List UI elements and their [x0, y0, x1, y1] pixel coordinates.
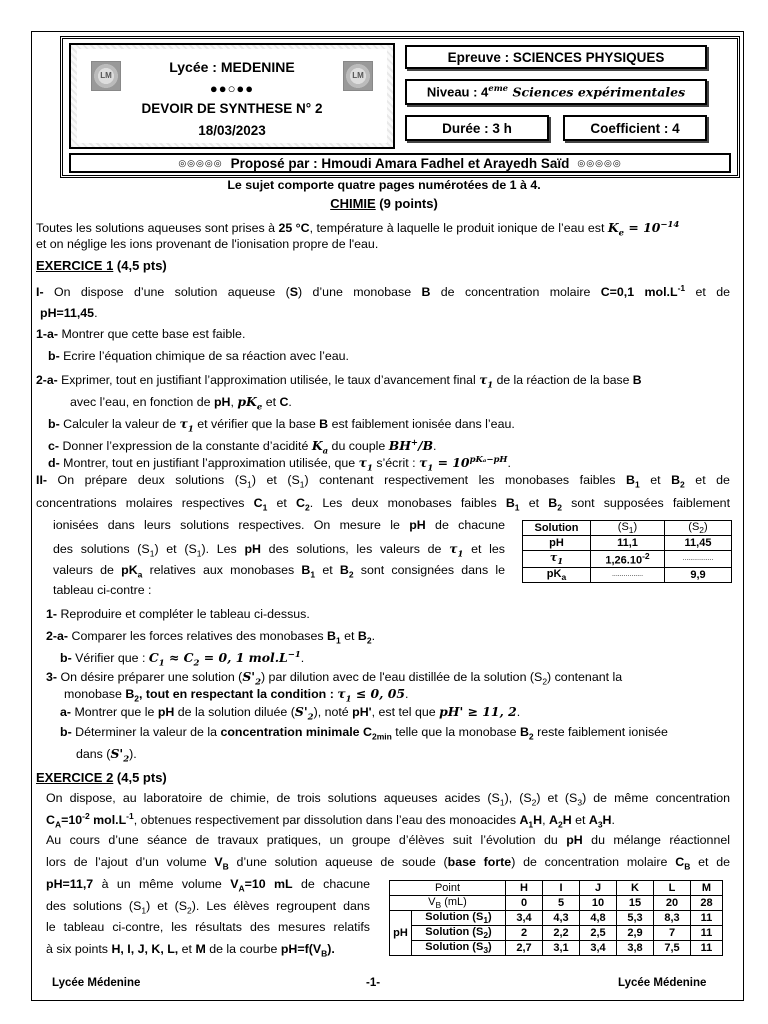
table-cell: Solution $(S_3)$ [412, 941, 506, 956]
table-row [390, 910, 723, 925]
ex2-table [389, 880, 723, 956]
table-cell: L [654, 881, 691, 896]
chemistry-heading: CHIMIE (9 points) [330, 196, 438, 211]
table-cell: 11 [691, 910, 723, 925]
ex1-q2b: b- Calculer la valeur de $\tau_1$ et vérifier que la base B est faiblement ionisée dans l’eau. [48, 416, 515, 435]
ex1-q1b: b- Ecrire l’équation chimique de sa réaction avec l’eau. [48, 349, 349, 363]
table-cell: 2,2 [543, 925, 580, 940]
school-panel [69, 43, 395, 149]
table-cell: $pK_a$ [523, 567, 591, 582]
subject-box [405, 45, 707, 69]
footer-right: Lycée Médenine [618, 977, 707, 989]
exam-title: DEVOIR DE SYNTHESE N° 2 [141, 101, 323, 116]
table-cell: pH [390, 910, 412, 956]
exercise-2-heading: EXERCICE 2 (4,5 pts) [36, 770, 167, 785]
table-cell: 11 [691, 941, 723, 956]
table-cell: 11,1 [591, 536, 665, 551]
table-cell: 3,4 [506, 910, 543, 925]
table-cell: 9,9 [665, 567, 732, 582]
table-cell: 28 [691, 895, 723, 910]
table-cell: K [617, 881, 654, 896]
table-cell: 8,3 [654, 910, 691, 925]
table-cell: $V_B$ (mL) [390, 895, 506, 910]
ex2-line-3: Au cours d’une séance de travaux pratiques, un groupe d’élèves suit l’évolution du pH du mélange réactionnel [46, 833, 730, 847]
table-cell: 4,3 [543, 910, 580, 925]
table-cell: J [580, 881, 617, 896]
ex1-p3b-line-1: b- Déterminer la valeur de la concentration minimale $C_{2min}$ telle que la monobase $B_2$ reste faiblement ionisée [60, 725, 668, 742]
table-cell: M [691, 881, 723, 896]
ex1-part-II-line-4: des solutions $(S_1)$ et $(S_1)$. Les pH des solutions, les valeurs de $\tau_1$ et les [53, 541, 506, 560]
table-cell: 0 [506, 895, 543, 910]
ex1-part-II-line-5: valeurs de $pK_a$ relatives aux monobases $B_1$ et $B_2$ sont consignées dans le [53, 563, 505, 580]
logo-text: LM [100, 71, 112, 80]
table-cell: 15 [617, 895, 654, 910]
ex1-p3b-line-2: dans $(S'_2)$. [76, 746, 137, 765]
ex1-q2d: d- Montrer, tout en justifiant l’approximation utilisée, que $\tau_1$ s’écrit : $\tau_1 = 10^{pK_a-pH}$. [48, 455, 511, 474]
header-frame [60, 36, 740, 178]
table-cell: 3,8 [617, 941, 654, 956]
table-cell: 3,1 [543, 941, 580, 956]
duration-text: Durée : 3 h [442, 120, 512, 136]
table-row [523, 567, 732, 582]
table-cell: $\tau_1$ [523, 550, 591, 567]
ex1-p3-line-2: monobase $B_2$, tout en respectant la condition : $\tau_1 \le 0$, 05. [64, 686, 409, 705]
ex2-line-8: à six points H, I, J, K, L, et M de la courbe $pH=f(V_B)$. [46, 942, 335, 959]
subject-text: Epreuve : SCIENCES PHYSIQUES [447, 49, 665, 65]
ex1-p1: 1- Reproduire et compléter le tableau ci-dessus. [46, 607, 310, 621]
level-text: Niveau : 4eme Sciences expérimentales [426, 84, 686, 100]
general-line-1: Toutes les solutions aqueuses sont prises à 25 °C, température à laquelle le produit ionique de l’eau est $K_e = 10^{-14}$ [36, 220, 680, 239]
table-cell: Solution $(S_1)$ [412, 910, 506, 925]
coefficient-text: Coefficient : 4 [590, 120, 680, 136]
ex1-p3a: a- Montrer que le pH de la solution diluée $(S'_2)$, noté pH', est tel que pH' ≥ 11, 2. [60, 704, 521, 723]
ex1-table [522, 520, 732, 583]
table-cell: Solution $(S_2)$ [412, 925, 506, 940]
logo-text: LM [352, 71, 364, 80]
table-cell: 20 [654, 895, 691, 910]
table-cell: Solution [523, 521, 591, 536]
table-cell: 2 [506, 925, 543, 940]
duration-box [405, 115, 549, 141]
table-row [390, 881, 723, 896]
table-cell: 4,8 [580, 910, 617, 925]
table-row [523, 536, 732, 551]
table-cell: ................ [591, 567, 665, 582]
ex2-line-2: $C_A=10^{-2}$ $mol.L^{-1}$, obtenues respectivement par dissolution dans l’eau des monoacides $A_1H$, $A_2H$ et $A_3H$. [46, 811, 615, 830]
ex1-p2b: b- Vérifier que : $C_1 \approx C_2 = 0$, 1 $mol.L^{-1}$. [60, 650, 305, 669]
ex1-part-II-line-6: tableau ci-contre : [53, 583, 152, 597]
table-cell: 7,5 [654, 941, 691, 956]
table-row [523, 521, 732, 536]
coefficient-box [563, 115, 707, 141]
table-cell: 2,7 [506, 941, 543, 956]
ex1-q2a-line-2: avec l’eau, en fonction de pH, $pK_e$ et C. [70, 394, 292, 413]
ex1-q2c: c- Donner l’expression de la constante d’acidité $K_a$ du couple BH+/B. [48, 438, 437, 457]
table-cell: $(S_1)$ [591, 521, 665, 536]
table-cell: 7 [654, 925, 691, 940]
ex2-line-6: des solutions $(S_1)$ et $(S_2)$. Les élèves regroupent dans [46, 899, 370, 916]
table-cell: 11,45 [665, 536, 732, 551]
table-row [523, 550, 732, 567]
ex1-part-II-line-3: ionisées dans leurs solutions respectives. On mesure le pH de chacune [53, 518, 505, 532]
ex1-q1a: 1-a- Montrer que cette base est faible. [36, 327, 246, 341]
ex2-line-4: lors de l’ajout d’un volume $V_B$ d’une solution aqueuse de soude (base forte) de concentration molaire $C_B$ et de [46, 855, 730, 872]
table-cell: I [543, 881, 580, 896]
ex1-q2a-line-1: 2-a- Exprimer, tout en justifiant l’approximation utilisée, le taux d’avancement final $\tau_1$ de la réaction de la base B [36, 373, 642, 391]
table-cell: 11 [691, 925, 723, 940]
ex1-p3-line-1: 3- On désire préparer une solution $(S'_2)$ par dilution avec de l'eau distillée de la solution $(S_2)$ contenant la [46, 669, 623, 688]
table-row [390, 895, 723, 910]
table-cell: $1,26.10^{-2}$ [591, 550, 665, 567]
general-line-2: et on néglige les ions provenant de l'ionisation propre de l'eau. [36, 237, 379, 251]
ex1-p2a: 2-a- Comparer les forces relatives des monobases $B_1$ et $B_2$. [46, 629, 376, 646]
pages-note: Le sujet comporte quatre pages numérotées de 1 à 4. [227, 178, 541, 192]
level-box [405, 79, 707, 105]
table-cell: Point [390, 881, 506, 896]
table-row [390, 941, 723, 956]
decorative-glyphs: ◎◎◎◎◎ [178, 157, 223, 168]
table-cell: 5,3 [617, 910, 654, 925]
table-cell: pH [523, 536, 591, 551]
ex2-line-5: pH=11,7 à un même volume $V_A=10$ mL de chacune [46, 877, 371, 894]
decorative-dots: ●●○●● [209, 81, 255, 96]
table-cell: ................ [665, 550, 732, 567]
table-cell: $(S_2)$ [665, 521, 732, 536]
footer-left: Lycée Médenine [52, 977, 141, 989]
ex1-part-II-line-2: concentrations molaires respectives $C_1$ et $C_2$. Les deux monobases faibles $B_1$ et $B_2$ sont supposées faiblement [36, 496, 731, 513]
ex2-line-1: On dispose, au laboratoire de chimie, de trois solutions aqueuses acides $(S_1)$, $(S_2)$ et $(S_3)$ de même concentration [46, 791, 730, 808]
ex1-part-I-line-1: I- On dispose d’une solution aqueuse (S) d’une monobase B de concentration molaire C=0,1 $mol.L^{-1}$ et de [36, 283, 730, 300]
ex1-ph-value: pH=11,45. [40, 306, 98, 320]
exam-date: 18/03/2023 [198, 123, 266, 138]
table-cell: 5 [543, 895, 580, 910]
ex1-part-II-line-1: II- On prépare deux solutions $(S_1)$ et $(S_1)$ contenant respectivement les monobases faibles $B_1$ et $B_2$ et de [36, 473, 730, 490]
ex2-line-7: le tableau ci-contre, les résultats des mesures relatifs [46, 920, 370, 934]
table-cell: H [506, 881, 543, 896]
table-cell: 2,5 [580, 925, 617, 940]
authors: Proposé par : Hmoudi Amara Fadhel et Arayedh Saïd [230, 155, 570, 171]
table-cell: 2,9 [617, 925, 654, 940]
table-cell: 3,4 [580, 941, 617, 956]
decorative-glyphs: ◎◎◎◎◎ [577, 157, 622, 168]
page-number: -1- [366, 977, 381, 989]
table-cell: 10 [580, 895, 617, 910]
exercise-1-heading: EXERCICE 1 (4,5 pts) [36, 258, 167, 273]
authors-band [69, 153, 731, 173]
school-name: Lycée : MEDENINE [169, 59, 295, 75]
table-row [390, 925, 723, 940]
